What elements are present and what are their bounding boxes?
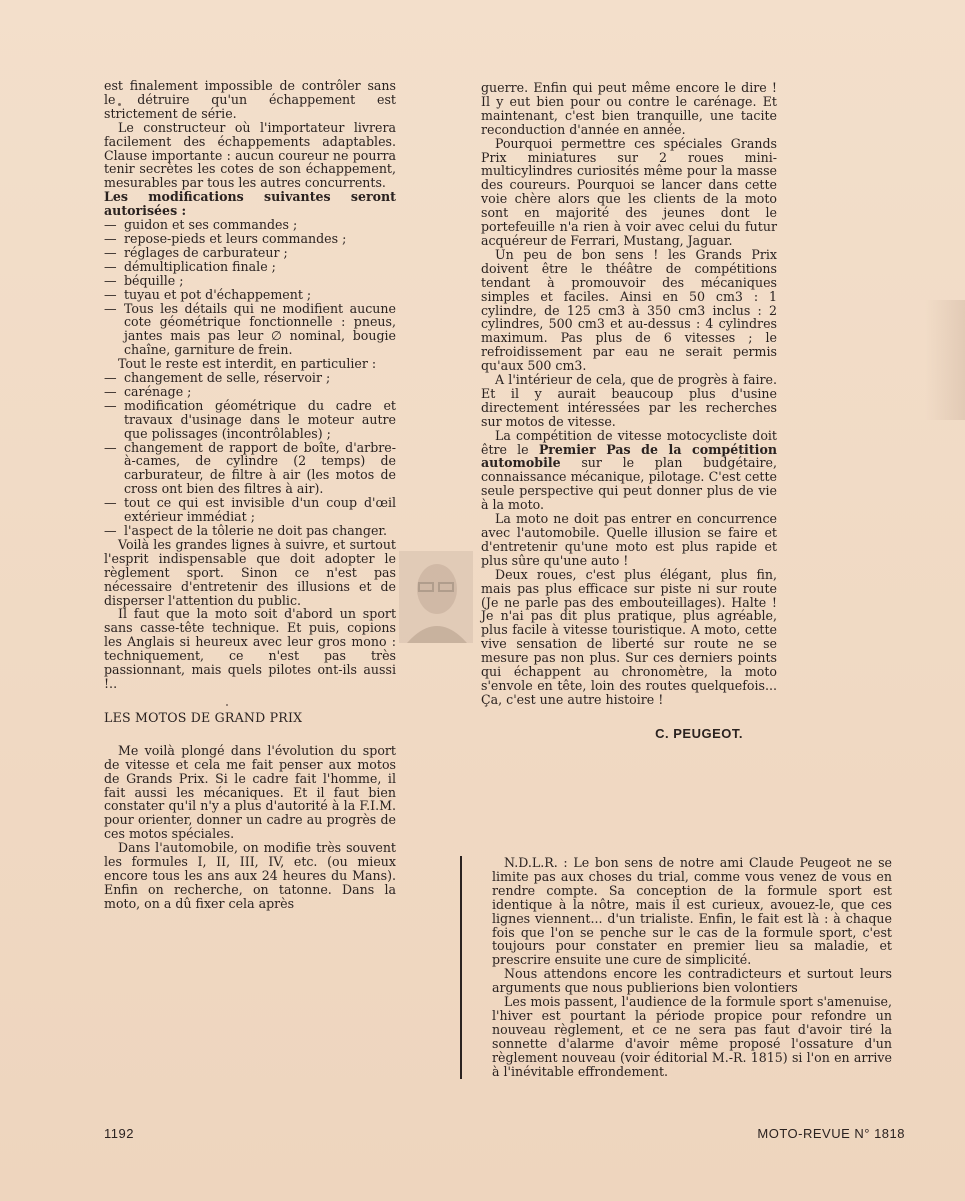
paragraph: Me voilà plongé dans l'évolution du sport de vitesse et cela me fait penser aux motos de Grands Prix. Si le cadre fait l'homme, il fait aussi les mécaniques. Et il faut bien constater qu'il n'y a plus d'autorité à la F.I.M. pour orienter, donner un cadre au progrès de ces motos spéciales. [104,742,396,842]
paragraph: La moto ne doit pas entrer en concurrence avec l'automobile. Quelle illusion se faire et d'entretenir qu'une moto est plus rapide et plus sûre qu'une auto ! [481,511,777,568]
list-item: — guidon et ses commandes ; [104,218,396,232]
author-portrait [399,551,473,643]
list-item: — réglages de carburateur ; [104,246,396,260]
paragraph: A l'intérieur de cela, que de progrès à faire. Et il y aurait beaucoup plus d'usine directement intéressées par les recherches sur motos de vitesse. [481,372,777,429]
text-span: sur le plan budgétaire, connaissance mécanique, pilotage. C'est cette seule perspective qui peut donner plus de vie à la moto. [481,455,777,513]
list-item: — carénage ; [104,385,396,399]
section-heading: LES MOTOS DE GRAND PRIX [104,709,303,725]
list-item: — béquille ; [104,274,396,288]
paragraph: Nous attendons encore les contradicteurs et surtout leurs arguments que nous publierions bien volontiers [492,966,892,996]
paragraph: Dans l'automobile, on modifie très souvent les formules I, II, III, IV, etc. (ou mieux encore tous les ans aux 24 heures du Mans). Enfin on recherche, on tatonne. Dans la moto, on a dû fixer cela après [104,840,396,911]
paragraph: est finalement impossible de contrôler sans le détruire qu'un échappement est strictement de série. [104,78,396,121]
list-item: — tout ce qui est invisible d'un coup d'œil extérieur immédiat ; [104,496,396,524]
paragraph: Voilà les grandes lignes à suivre, et surtout l'esprit indispensable que doit adopter le règlement sport. Sinon ce n'est pas nécessaire d'entretenir des illusions et de disperser l'attention du public. [104,536,396,608]
page-number: 1192 [104,1126,134,1141]
paragraph: guerre. Enfin qui peut même encore le dire ! Il y eut bien pour ou contre le carénage. Et maintenant, c'est bien tranquille, une tacite reconduction d'année en année. [481,80,777,137]
list-item: — l'aspect de la tôlerie ne doit pas changer. [104,524,396,538]
editor-note [460,856,892,1079]
paragraph: N.D.L.R. : Le bon sens de notre ami Claude Peugeot ne se limite pas aux choses du trial, comme vous venez de vous en rendre compte. Sa conception de la formule sport est identique à la nôtre, mais il est curieux, avouez-le, que ces lignes viennent... d'un trialiste. Enfin, le fait est là : à chaque fois que l'on se penche sur le cas de la formule sport, c'est toujours pour constater en premier lieu sa maladie, et prescrire ensuite une cure de simplicité. [492,855,892,968]
emphasis-text: Premier Pas de la compétition automobile [481,441,777,471]
allowed-modifications-list [104,218,396,357]
edge-shadow [925,300,965,420]
author-signature: C. PEUGEOT. [655,725,743,741]
paragraph: Pourquoi permettre ces spéciales Grands Prix miniatures sur 2 roues mini-multicylindres curiosités même pour la masse des coureurs. Pourquoi se lancer dans cette voie chère alors que les clients de la moto sont en majorité des jeunes dont le portefeuille n'a rien à voir avec celui du futur acquéreur de Ferrari, Mustang, Jaguar. [481,135,777,248]
allowed-modifications-heading: Les modifications suivantes seront autorisées : [104,189,396,219]
paragraph [481,429,777,512]
list-item: — changement de selle, réservoir ; [104,371,396,385]
right-column [481,81,777,741]
list-item: — repose-pieds et leurs commandes ; [104,232,396,246]
list-item: — tuyau et pot d'échappement ; [104,288,396,302]
paragraph: Il faut que la moto soit d'abord un sport sans casse-tête technique. Et puis, copions les Anglais si heureux avec leur gros mono : techniquement, ce n'est pas très passionnant, mais quels pilotes ont-ils aussi !.. [104,606,396,691]
paragraph: Un peu de bon sens ! les Grands Prix doivent être le théâtre de compétitions tendant à promouvoir des mécaniques simples et faciles. Ainsi en 50 cm3 : 1 cylindre, de 125 cm3 à 350 cm3 inclus : 2 cylindres, 500 cm3 et au-dessus : 4 cylindres maximum. Pas plus de 6 vitesses ; le refroidissement par eau ne serait permis qu'aux 500 cm3. [481,246,777,374]
paragraph: Les mois passent, l'audience de la formule sport s'amenuise, l'hiver est pourtant la période propice pour refondre un nouveau règlement, et ce ne sera pas faut d'avoir tiré la sonnette d'alarme d'avoir même proposé l'ossature d'un règlement nouveau (voir éditorial M.-R. 1815) si l'on en arrive à l'inévitable effrondement. [492,994,892,1079]
forbidden-modifications-list [104,371,396,538]
forbidden-intro: Tout le reste est interdit, en particulier : [118,356,377,372]
magazine-issue: MOTO-REVUE N° 1818 [757,1126,905,1141]
paragraph: Deux roues, c'est plus élégant, plus fin, mais pas plus efficace sur piste ni sur route (Je ne parle pas des embouteillages). Halte ! Je n'ai pas dit plus pratique, plus agréable, plus facile à vitesse touristique. A moto, cette vive sensation de liberté sur route ne se mesure pas non plus. Sur ces derniers points qui échappent au chronomètre, la moto s'envole en tête, loin des routes quelquefois... Ça, c'est une autre histoire ! [481,566,777,707]
list-item: — Tous les détails qui ne modifient aucune cote géométrique fonctionnelle : pneus, jantes mais pas leur ∅ nominal, bougie chaîne, garniture de frein. [104,302,396,358]
list-item: — changement de rapport de boîte, d'arbre-à-cames, de cylindre (2 temps) de carburateur, de filtre à air (les motos de cross ont bien des filtres à air). [104,441,396,497]
list-item: — modification géométrique du cadre et travaux d'usinage dans le moteur autre que polissages (incontrôlables) ; [104,399,396,441]
text-span: La compétition de vitesse motocycliste doit être le [481,427,777,457]
list-item: — démultiplication finale ; [104,260,396,274]
left-column [104,79,396,911]
paragraph: Le constructeur où l'importateur livrera facilement des échappements adaptables. Clause importante : aucun coureur ne pourra tenir secrètes les cotes de son échappement, mesurables par tous les autres concurrents. [104,119,396,191]
